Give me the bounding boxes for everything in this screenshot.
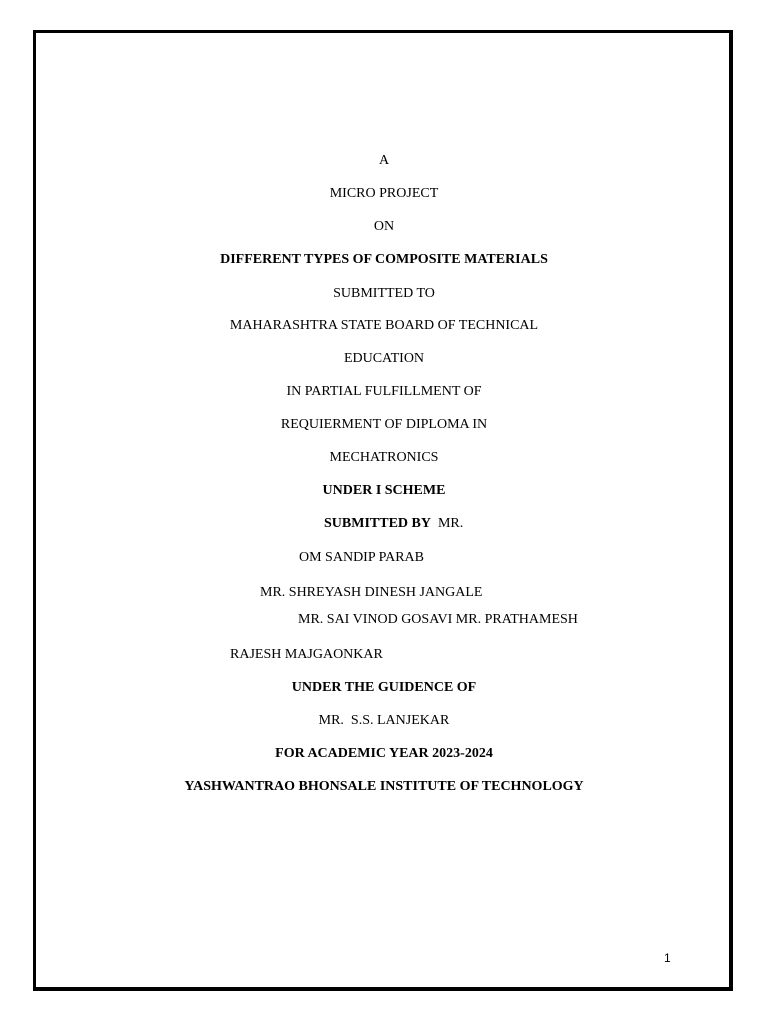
page-number: 1 [664,951,671,965]
cover-on: ON [373,219,395,234]
submitted-to: SUBMITTED TO [333,286,435,301]
cover-micro-project: MICRO PROJECT [329,186,439,201]
submitted-by-label: SUBMITTED BY [324,516,431,531]
cover-line-a: A [378,153,390,168]
student-name-2: MR. SHREYASH DINESH JANGALE [260,585,483,600]
guidance-label: UNDER THE GUIDENCE OF [291,680,477,695]
student-names-3: MR. SAI VINOD GOSAVI MR. PRATHAMESH [298,612,578,627]
requirement-line: REQUIERMENT OF DIPLOMA IN [280,417,488,432]
student-name-1: OM SANDIP PARAB [299,550,425,565]
submitted-by-line [324,516,463,532]
submitted-by-prefix: MR. [437,516,464,531]
page-border [33,30,733,991]
institute-name: YASHWANTRAO BHONSALE INSTITUTE OF TECHNOLOGY [184,779,584,794]
project-title: DIFFERENT TYPES OF COMPOSITE MATERIALS [220,252,548,267]
scheme: UNDER I SCHEME [322,483,446,498]
partial-fulfillment: IN PARTIAL FULFILLMENT OF [286,384,482,399]
board-name-line2: EDUCATION [343,351,425,366]
academic-year: FOR ACADEMIC YEAR 2023-2024 [275,746,493,761]
board-name-line1: MAHARASHTRA STATE BOARD OF TECHNICAL [229,318,539,333]
guide-name: MR. S.S. LANJEKAR [318,713,450,728]
student-names-4: RAJESH MAJGAONKAR [230,647,383,662]
course-name: MECHATRONICS [329,450,439,465]
